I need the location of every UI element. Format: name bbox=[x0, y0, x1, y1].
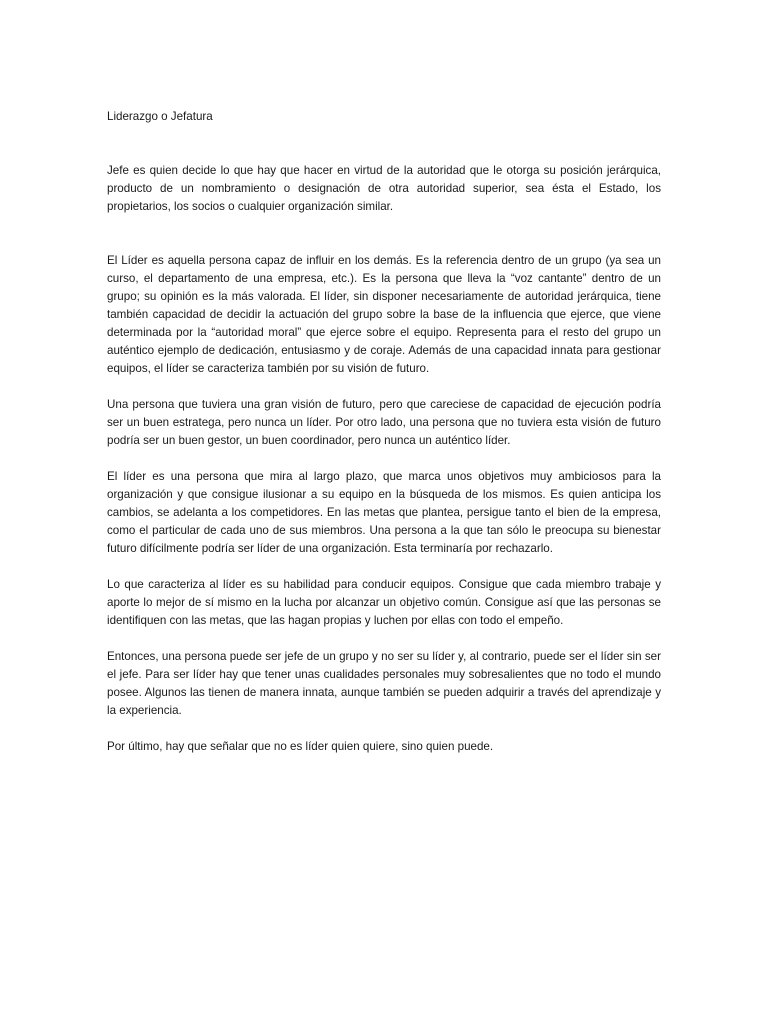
paragraph-vision-futuro: Una persona que tuviera una gran visión de futuro, pero que careciese de capacidad de ejecución podría ser un buen estratega, pero nunca un líder. Por otro lado, una persona que no tuviera esta visión de futuro podría ser un buen gestor, un buen coordinador, pero nunca un auténtico líder. bbox=[107, 398, 661, 447]
paragraph-conclusion: Por último, hay que señalar que no es líder quien quiere, sino quien puede. bbox=[107, 740, 494, 753]
document-title: Liderazgo o Jefatura bbox=[107, 110, 213, 123]
paragraph-conducir-equipos: Lo que caracteriza al líder es su habilidad para conducir equipos. Consigue que cada miembro trabaje y aporte lo mejor de sí mismo en la lucha por alcanzar un objetivo común. Consigue así que las personas se identifiquen con las metas, que las hagan propias y luchen por ellas con todo el empeño. bbox=[107, 578, 661, 627]
document-page bbox=[107, 108, 661, 756]
paragraph-largo-plazo: El líder es una persona que mira al largo plazo, que marca unos objetivos muy ambiciosos para la organización y que consigue ilusionar a su equipo en la búsqueda de los mismos. Es quien anticipa los cambios, se adelanta a los competidores. En las metas que plantea, persigue tanto el bien de la empresa, como el particular de cada uno de sus miembros. Una persona a la que tan sólo le preocupa su bienestar futuro difícilmente podría ser líder de una organización. Esta terminaría por rechazarlo. bbox=[107, 470, 661, 555]
paragraph-lider-definition: El Líder es aquella persona capaz de influir en los demás. Es la referencia dentro de un grupo (ya sea un curso, el departamento de una empresa, etc.). Es la persona que lleva la “voz cantante” dentro de un grupo; su opinión es la más valorada. El líder, sin disponer necesariamente de autoridad jerárquica, tiene también capacidad de decidir la actuación del grupo sobre la base de la influencia que ejerce, que viene determinada por la “autoridad moral” que ejerce sobre el equipo. Representa para el resto del grupo un auténtico ejemplo de dedicación, entusiasmo y de coraje. Además de una capacidad innata para gestionar equipos, el líder se caracteriza también por su visión de futuro. bbox=[107, 254, 661, 375]
paragraph-jefe-vs-lider: Entonces, una persona puede ser jefe de un grupo y no ser su líder y, al contrario, puede ser el líder sin ser el jefe. Para ser líder hay que tener unas cualidades personales muy sobresalientes que no todo el mundo posee. Algunos las tienen de manera innata, aunque también se pueden adquirir a través del aprendizaje y la experiencia. bbox=[107, 650, 661, 717]
paragraph-jefe-definition: Jefe es quien decide lo que hay que hacer en virtud de la autoridad que le otorga su posición jerárquica, producto de un nombramiento o designación de otra autoridad superior, sea ésta el Estado, los propietarios, los socios o cualquier organización similar. bbox=[107, 164, 661, 213]
